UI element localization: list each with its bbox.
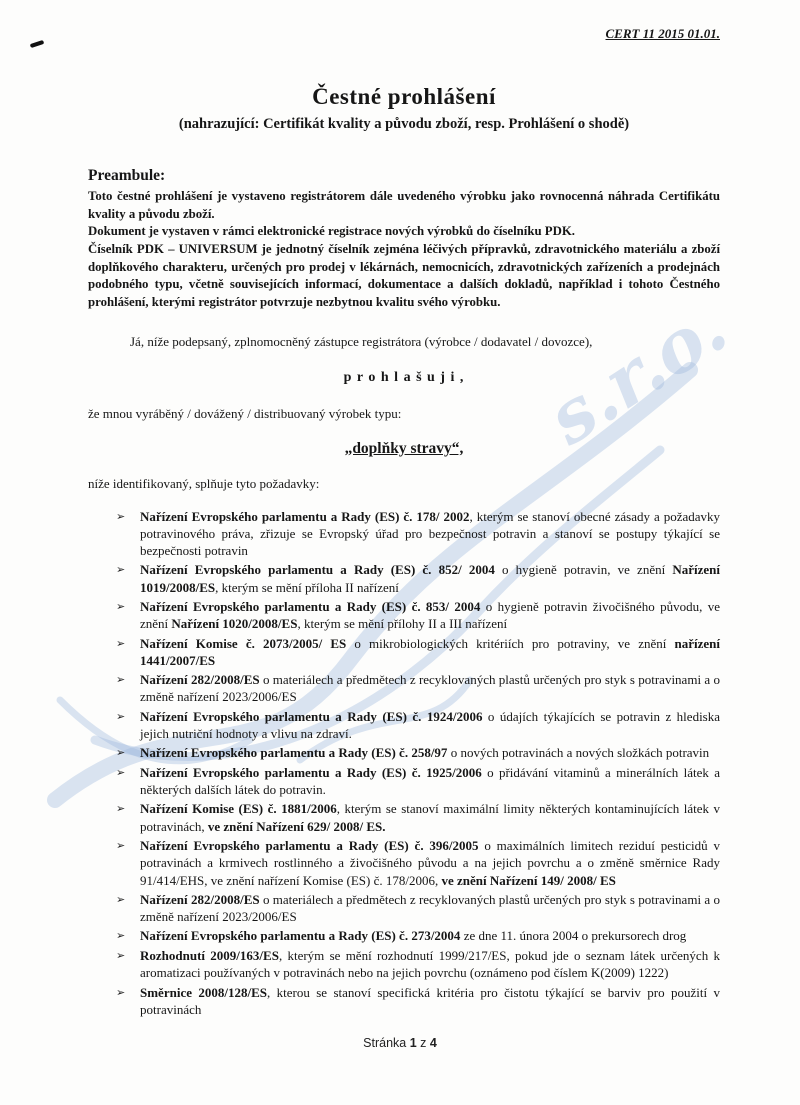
text-segment: o maximálních limitech reziduí pesticidů v potravinách a krmivech rostlinného a živočišného původu a na jejich povrchu a o změně směrnice Rady 91/414/EHS, ve znění nařízení Komise (ES) č. 178/2006,: [140, 837, 721, 888]
text-segment-bold: ve znění Nařízení 149/ 2008/ ES: [441, 872, 616, 888]
declaration-verb: p r o h l a š u j i ,: [343, 369, 465, 385]
text-segment-bold: Nařízení Evropského parlamentu a Rady (ES) č. 258/97: [140, 745, 448, 761]
requirements-list: [116, 508, 720, 1019]
arrow-bullet-icon: ➢: [116, 709, 126, 723]
arrow-bullet-icon: ➢: [116, 563, 126, 577]
document-title: Čestné prohlášení: [312, 84, 496, 109]
preambule-paragraph: Toto čestné prohlášení je vystaveno registrátorem dále uvedeného výrobku jako rovnocenná náhrada Certifikátu kvality a původu zboží.: [88, 189, 720, 221]
text-segment: Stránka: [363, 1036, 410, 1050]
text-segment-bold: Nařízení Evropského parlamentu a Rady (ES) č. 1924/2006: [140, 708, 483, 724]
arrow-bullet-icon: ➢: [116, 802, 126, 816]
requirement-item: [116, 764, 720, 799]
arrow-bullet-icon: ➢: [116, 985, 126, 999]
document-subtitle: (nahrazující: Certifikát kvality a původu zboží, resp. Prohlášení o shodě): [178, 116, 630, 132]
watermark-text: s.r.o.: [532, 284, 742, 461]
requirement-item: [116, 927, 720, 945]
requirement-item: [116, 984, 720, 1019]
requirement-item: [116, 800, 720, 835]
preambule-paragraph: Dokument je vystaven v rámci elektronické registrace nových výrobků do číselníku PDK.: [88, 224, 575, 239]
text-segment: , kterým se stanoví maximální limity některých kontaminujících látek v potravinách,: [140, 801, 720, 834]
text-segment-bold: Nařízení Evropského parlamentu a Rady (ES) č. 178/ 2002: [140, 508, 470, 524]
arrow-bullet-icon: ➢: [116, 929, 126, 943]
text-segment: , kterým se mění přílohy II a III nařízení: [297, 616, 508, 632]
requirement-text: [140, 561, 720, 596]
text-segment-bold: ve znění Nařízení 629/ 2008/ ES.: [207, 818, 386, 834]
requirement-item: [116, 837, 720, 889]
text-segment-bold: Nařízení 1019/2008/ES: [140, 562, 721, 595]
requirement-text: [140, 947, 720, 982]
preambule-heading: Preambule:: [88, 167, 166, 184]
text-segment: o hygieně potravin, ve znění: [494, 562, 673, 578]
text-segment-bold: Nařízení Komise č. 2073/2005/ ES: [140, 635, 347, 651]
arrow-bullet-icon: ➢: [116, 673, 126, 687]
product-intro: že mnou vyráběný / dovážený / distribuovaný výrobek typu:: [88, 405, 402, 421]
arrow-bullet-icon: ➢: [116, 838, 126, 852]
text-segment: o přidávání vitaminů a minerálních látek a některých dalších látek do potravin.: [140, 764, 721, 798]
arrow-bullet-icon: ➢: [116, 636, 126, 650]
requirement-item: [116, 598, 720, 633]
text-segment: ze dne 11. února 2004 o prekursorech drog: [460, 928, 687, 944]
preambule-body: [88, 188, 720, 312]
arrow-bullet-icon: ➢: [116, 746, 126, 760]
arrow-bullet-icon: ➢: [116, 948, 126, 962]
text-segment: , kterým se mění rozhodnutí 1999/217/ES, pokud jde o seznam látek určených k aromatizaci používaných v potravinách nebo na jejich povrchu (oznámeno pod číslem K(2009) 1222): [140, 947, 720, 981]
text-segment-bold: Nařízení Komise (ES) č. 1881/2006: [140, 801, 337, 817]
requirement-item: [116, 508, 720, 560]
requirement-text: [140, 927, 720, 944]
declaration-intro: Já, níže podepsaný, zplnomocněný zástupce registrátora (výrobce / dodavatel / dovozce),: [130, 333, 593, 349]
requirement-item: [116, 947, 720, 982]
text-segment-bold: Směrnice 2008/128/ES: [140, 984, 267, 1000]
requirement-text: [140, 508, 720, 560]
requirement-item: [116, 744, 720, 762]
requirement-item: [116, 891, 720, 926]
text-segment-bold: Nařízení 282/2008/ES: [140, 672, 260, 688]
text-segment: o nových potravinách a nových složkách potravin: [447, 745, 710, 761]
text-segment-bold: nařízení 1441/2007/ES: [140, 635, 720, 668]
arrow-bullet-icon: ➢: [116, 765, 126, 779]
requirement-text: [140, 837, 720, 889]
requirement-item: [116, 671, 720, 706]
text-segment-bold: Nařízení Evropského parlamentu a Rady (ES) č. 853/ 2004: [140, 599, 481, 614]
text-segment: o údajích týkajících se potravin z hlediska jejich nutriční hodnoty a vlivu na zdraví.: [140, 708, 721, 741]
requirement-text: [140, 800, 720, 835]
requirement-text: [140, 598, 720, 633]
text-segment-bold: Nařízení Evropského parlamentu a Rady (ES) č. 1925/2006: [140, 764, 482, 780]
requirement-text: [140, 671, 720, 706]
text-segment: z: [416, 1036, 430, 1050]
doc-code: CERT 11 2015 01.01.: [605, 26, 720, 41]
text-segment: , kterou se stanoví specifická kritéria pro čistotu týkající se barviv pro použití v potravinách: [140, 984, 721, 1017]
text-segment-bold: Nařízení Evropského parlamentu a Rady (ES) č. 273/2004: [140, 928, 461, 944]
requirement-item: [116, 635, 720, 670]
requirement-text: [140, 744, 720, 761]
requirement-item: [116, 708, 720, 743]
arrow-bullet-icon: ➢: [116, 600, 126, 613]
text-segment: o hygieně potravin živočišného původu, ve znění: [140, 599, 721, 632]
text-segment-bold: 1: [409, 1036, 417, 1050]
text-segment: , kterým se stanoví obecné zásady a požadavky potravinového práva, zřizuje se Evropský úřad pro bezpečnost potravin a stanoví se postupy týkající se bezpečnosti potravin: [140, 508, 721, 559]
text-segment: o materiálech a předmětech z recyklovaných plastů určených pro styk s potravinami a o změně nařízení 2023/2006/ES: [140, 672, 720, 705]
text-segment-bold: Rozhodnutí 2009/163/ES: [140, 947, 279, 963]
requirements-intro: níže identifikovaný, splňuje tyto požadavky:: [88, 475, 320, 491]
text-segment-bold: Nařízení Evropského parlamentu a Rady (ES) č. 852/ 2004: [140, 562, 495, 578]
text-segment: o materiálech a předmětech z recyklovaných plastů určených pro styk s potravinami a o změně nařízení 2023/2006/ES: [140, 891, 720, 925]
text-segment-bold: Nařízení 282/2008/ES: [140, 891, 260, 907]
preambule-paragraph: Číselník PDK – UNIVERSUM je jednotný číselník zejména léčivých přípravků, zdravotnického materiálu a zboží doplňkového charakteru, určených pro prodej v lékárnách, nemocnicích, zdravotnických zařízeních a prodejnách podobného typu, včetně souvisejících informací, dokumentace a dalších dokladů, například i tohoto Čestného prohlášení, kterými registrátor potvrzuje nezbytnou kvalitu svého výrobku.: [88, 241, 720, 309]
requirement-text: [140, 891, 720, 926]
requirement-text: [140, 984, 720, 1019]
arrow-bullet-icon: ➢: [116, 892, 126, 906]
text-segment-bold: Nařízení 1020/2008/ES: [171, 616, 298, 632]
text-segment-bold: 4: [429, 1036, 437, 1050]
text-segment-bold: Nařízení Evropského parlamentu a Rady (ES) č. 396/2005: [140, 837, 479, 853]
requirement-text: [140, 764, 720, 799]
text-segment: , kterým se mění příloha II nařízení: [215, 579, 399, 595]
product-type: „doplňky stravy“,: [344, 439, 464, 457]
requirement-text: [140, 708, 720, 743]
requirement-item: [116, 561, 720, 596]
arrow-bullet-icon: ➢: [116, 509, 126, 523]
requirement-text: [140, 635, 720, 670]
text-segment: o mikrobiologických kritériích pro potraviny, ve znění: [346, 635, 675, 651]
